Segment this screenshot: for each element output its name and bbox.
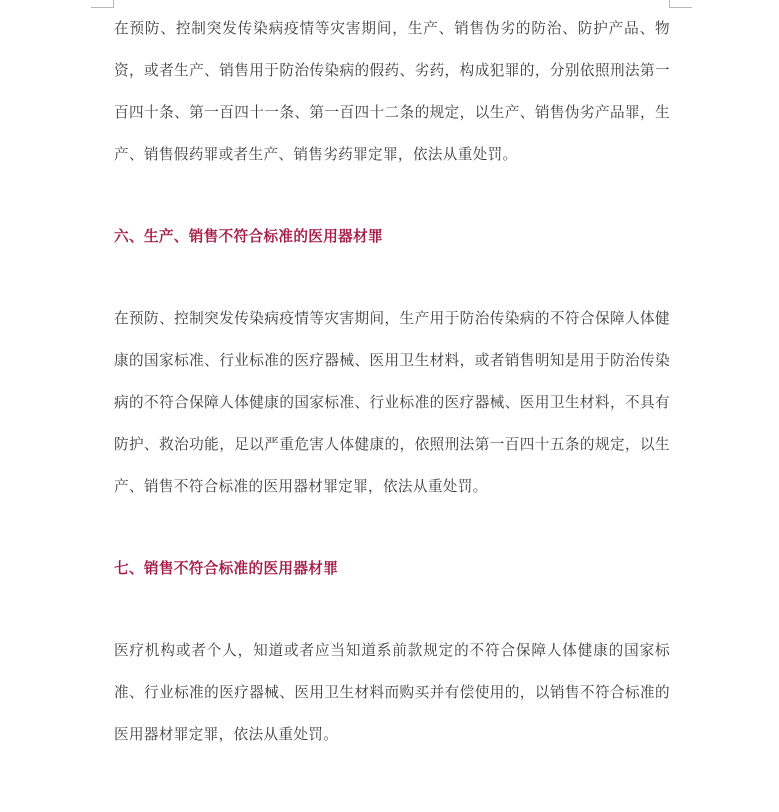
- heading-section-6: 六、生产、销售不符合标准的医用器材罪: [114, 228, 383, 245]
- document-body: [114, 8, 670, 756]
- page-corner-mark-left: [91, 0, 114, 8]
- page-corner-mark-right: [669, 0, 692, 8]
- paragraph-fake-products: 在预防、控制突发传染病疫情等灾害期间，生产、销售伪劣的防治、防护产品、物资，或者生产、销售用于防治传染病的假药、劣药，构成犯罪的，分别依照刑法第一百四十条、第一百四十一条、第一百四十二条的规定，以生产、销售伪劣产品罪，生产、销售假药罪或者生产、销售劣药罪定罪，依法从重处罚。: [114, 20, 670, 163]
- paragraph-produce-sell-substandard-devices: 在预防、控制突发传染病疫情等灾害期间，生产用于防治传染病的不符合保障人体健康的国家标准、行业标准的医疗器械、医用卫生材料，或者销售明知是用于防治传染病的不符合保障人体健康的国家标准、行业标准的医疗器械、医用卫生材料，不具有防护、救治功能，足以严重危害人体健康的，依照刑法第一百四十五条的规定，以生产、销售不符合标准的医用器材罪定罪，依法从重处罚。: [114, 310, 670, 495]
- paragraph-sell-substandard-devices: 医疗机构或者个人，知道或者应当知道系前款规定的不符合保障人体健康的国家标准、行业标准的医疗器械、医用卫生材料而购买并有偿使用的，以销售不符合标准的医用器材罪定罪，依法从重处罚。: [114, 642, 670, 743]
- heading-section-7: 七、销售不符合标准的医用器材罪: [114, 560, 339, 577]
- spacer: [114, 258, 670, 298]
- spacer: [114, 176, 670, 216]
- spacer: [114, 590, 670, 630]
- spacer: [114, 508, 670, 548]
